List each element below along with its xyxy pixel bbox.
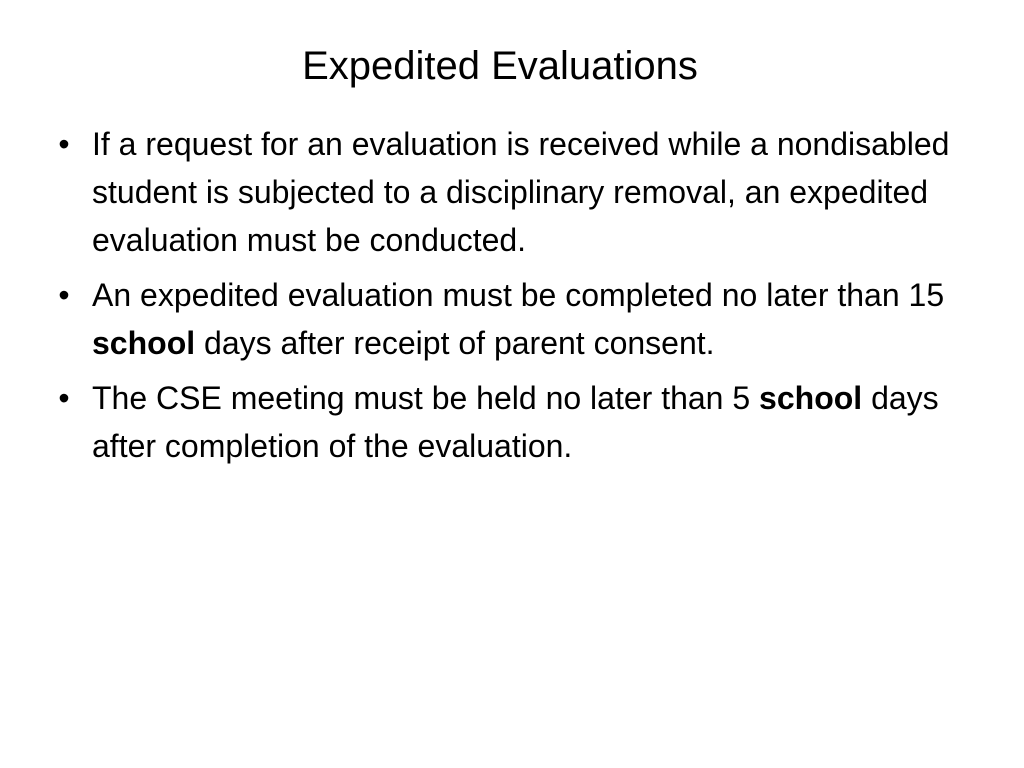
bullet-text	[92, 277, 944, 361]
bullet-text: If a request for an evaluation is received while a nondisabled student is subjected to a disciplinary removal, an expedited evaluation must be conducted.	[92, 126, 950, 258]
bullet-text-before: An expedited evaluation must be completed no later than 15	[92, 277, 945, 313]
bullet-text-after: days after receipt of parent consent.	[195, 325, 715, 361]
bullet-item-3	[54, 374, 974, 470]
bullet-text-bold: school	[92, 325, 196, 361]
slide-title: Expedited Evaluations	[302, 44, 698, 88]
bullet-item-2	[54, 271, 974, 367]
bullet-item-1	[54, 120, 974, 264]
bullet-list	[54, 120, 974, 477]
bullet-text	[92, 380, 939, 464]
bullet-icon: •	[58, 126, 70, 162]
bullet-icon: •	[58, 380, 70, 416]
bullet-text-bold: school	[759, 380, 863, 416]
bullet-icon: •	[58, 277, 70, 313]
bullet-text-before: The CSE meeting must be held no later than 5	[92, 380, 760, 416]
bullet-text-after: days after completion of the evaluation.	[92, 380, 939, 464]
